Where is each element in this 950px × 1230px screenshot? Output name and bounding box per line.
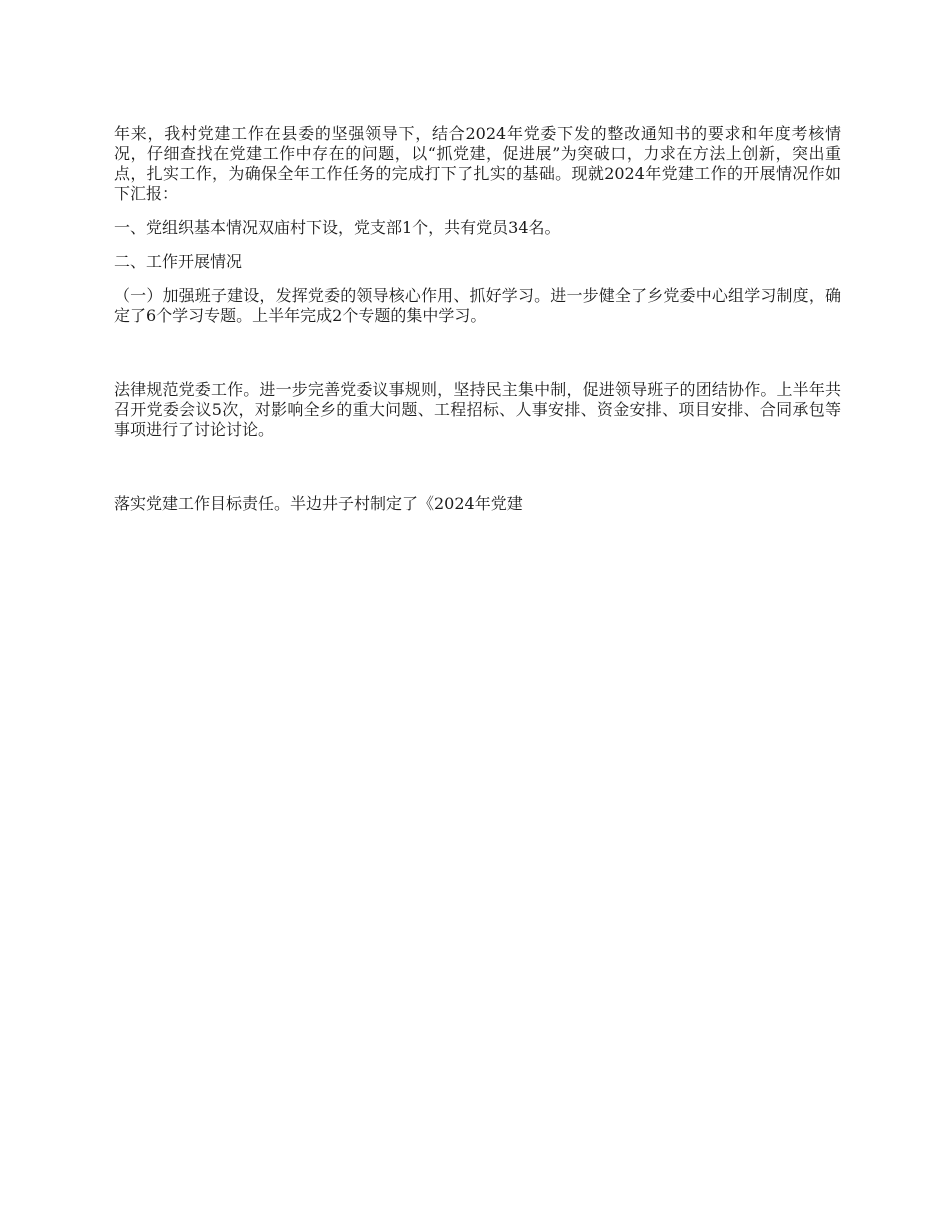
section-one-paragraph: 一、党组织基本情况双庙村下设，党支部1个，共有党员34名。	[114, 218, 561, 237]
intro-paragraph: 年来，我村党建工作在县委的坚强领导下，结合2024年党委下发的整改通知书的要求和年度考核情况，仔细查找在党建工作中存在的问题，以“抓党建，促进展”为突破口，力求在方法上创新，突出重点，扎实工作，为确保全年工作任务的完成打下了扎实的基础。现就2024年党建工作的开展情况作如下汇报：	[114, 124, 841, 203]
section-two-heading: 二、工作开展情况	[114, 252, 243, 271]
document-body	[114, 124, 841, 514]
subsection-one-paragraph: （一）加强班子建设，发挥党委的领导核心作用、抓好学习。进一步健全了乡党委中心组学习制度，确定了6个学习专题。上半年完成2个专题的集中学习。	[114, 286, 841, 325]
regulation-paragraph: 法律规范党委工作。进一步完善党委议事规则，坚持民主集中制，促进领导班子的团结协作。上半年共召开党委会议5次，对影响全乡的重大问题、工程招标、人事安排、资金安排、项目安排、合同承包等事项进行了讨论讨论。	[114, 380, 841, 439]
responsibility-paragraph: 落实党建工作目标责任。半边井子村制定了《2024年党建	[114, 494, 523, 513]
